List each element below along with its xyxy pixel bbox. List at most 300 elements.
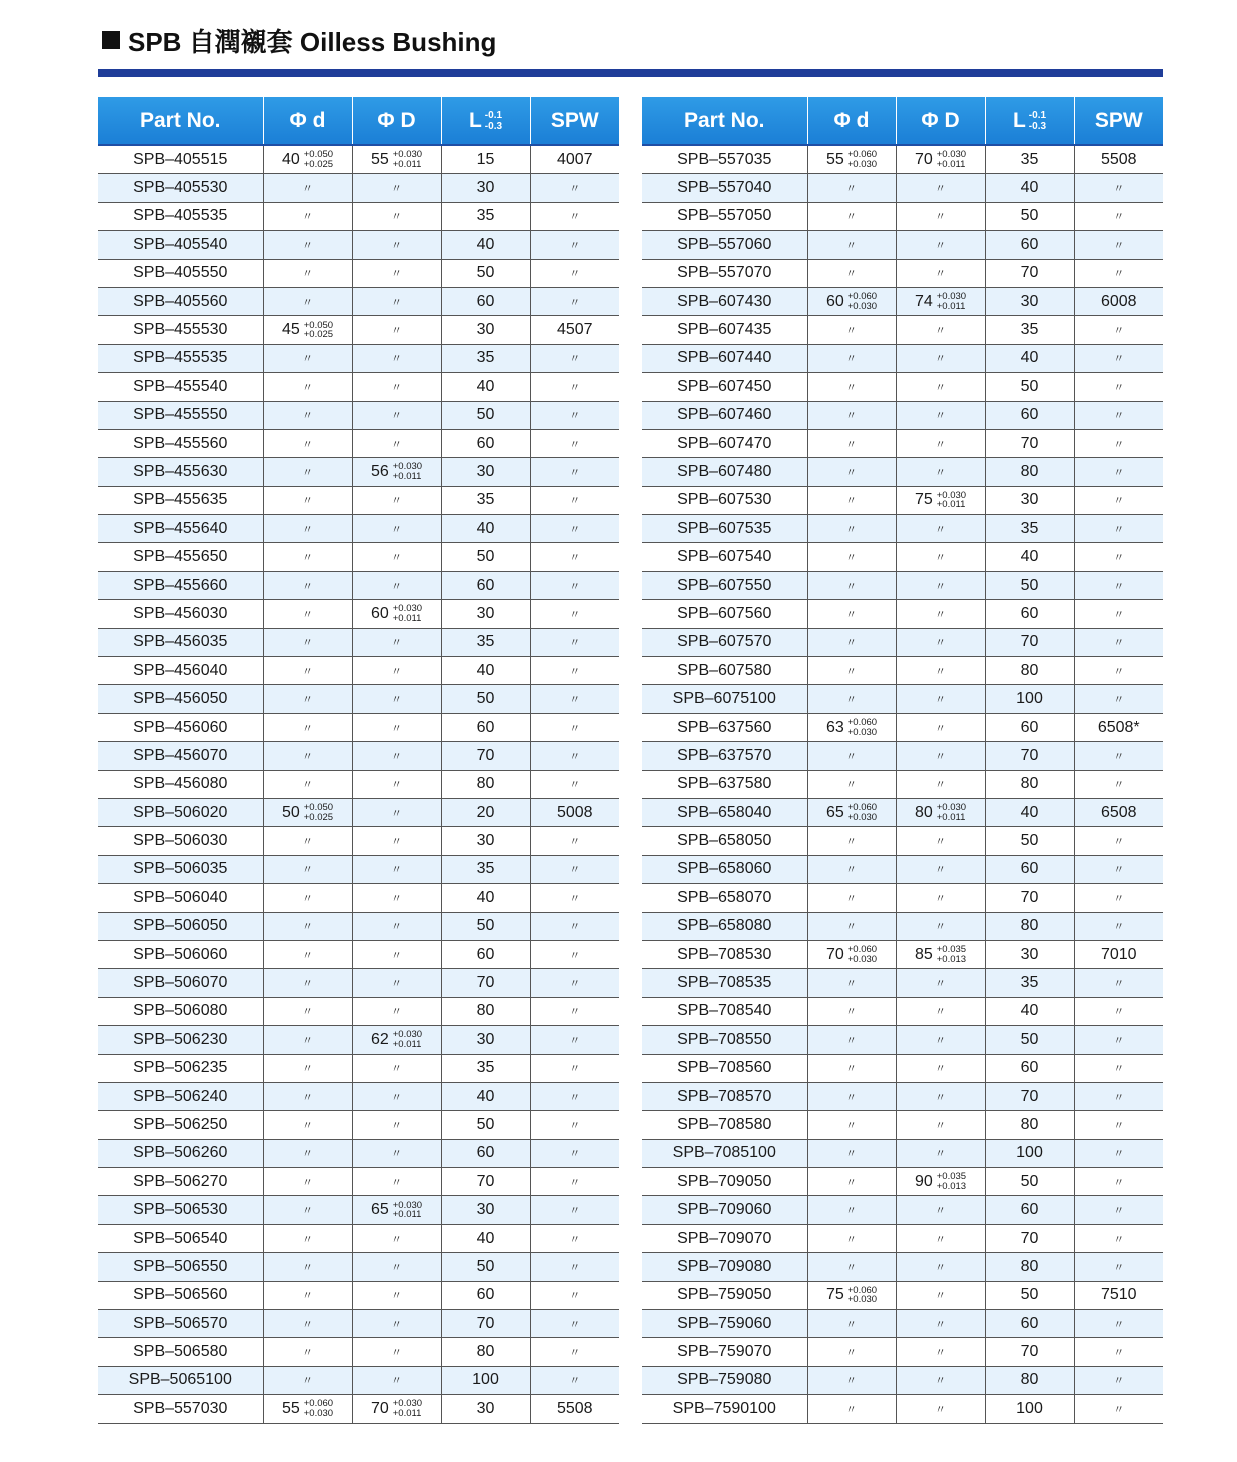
table-row [98, 231, 619, 259]
cell-spw [1074, 1111, 1163, 1139]
tolerance-upper: +0.060 [847, 717, 878, 728]
ditto-mark: 〃 [846, 381, 857, 394]
cell-spw [530, 259, 619, 287]
ditto-mark: 〃 [302, 722, 313, 735]
cell-inner-diameter [263, 713, 352, 741]
cell-spw [530, 884, 619, 912]
cell-length: 40 [441, 657, 530, 685]
ditto-mark: 〃 [302, 1347, 313, 1360]
ditto-mark: 〃 [1113, 325, 1125, 338]
ditto-mark: 〃 [935, 1290, 946, 1303]
cell-spw [1074, 202, 1163, 230]
cell-outer-diameter [896, 1253, 985, 1281]
cell-inner-diameter [263, 1196, 352, 1224]
cell-part-no: SPB–607550 [642, 571, 807, 599]
ditto-mark: 〃 [846, 1205, 857, 1218]
dimension-tolerance [937, 292, 966, 311]
cell-outer-diameter [896, 1366, 985, 1394]
ditto-mark: 〃 [569, 1063, 581, 1076]
table-row [98, 969, 619, 997]
table-row [642, 1168, 1163, 1196]
ditto-mark: 〃 [302, 211, 313, 224]
ditto-mark: 〃 [935, 325, 946, 338]
ditto-mark: 〃 [846, 580, 857, 593]
ditto-mark: 〃 [935, 211, 946, 224]
cell-outer-diameter [896, 1054, 985, 1082]
table-row [642, 997, 1163, 1025]
table-row [98, 940, 619, 968]
header-spw: SPW [530, 97, 619, 145]
ditto-mark: 〃 [846, 183, 857, 196]
ditto-mark: 〃 [1113, 1091, 1125, 1104]
ditto-mark: 〃 [302, 836, 313, 849]
ditto-mark: 〃 [935, 1233, 946, 1246]
tolerance-lower: +0.025 [303, 158, 334, 170]
table-row [98, 1026, 619, 1054]
cell-length: 50 [985, 827, 1074, 855]
dimension [826, 718, 877, 737]
cell-spw [1074, 1082, 1163, 1110]
cell-part-no: SPB–607450 [642, 373, 807, 401]
ditto-mark: 〃 [569, 722, 581, 735]
ditto-mark: 〃 [935, 637, 946, 650]
cell-spw [1074, 628, 1163, 656]
cell-outer-diameter [352, 969, 441, 997]
cell-inner-diameter [807, 713, 896, 741]
cell-spw [1074, 543, 1163, 571]
ditto-mark: 〃 [1113, 1233, 1125, 1246]
ditto-mark: 〃 [569, 694, 581, 707]
cell-outer-diameter [352, 543, 441, 571]
dimension [282, 1399, 333, 1418]
dimension-value: 65 [370, 1201, 389, 1219]
cell-part-no: SPB–709080 [642, 1253, 807, 1281]
cell-inner-diameter [807, 515, 896, 543]
cell-inner-diameter [263, 940, 352, 968]
ditto-mark: 〃 [302, 637, 313, 650]
ditto-mark: 〃 [1113, 978, 1125, 991]
ditto-mark: 〃 [846, 523, 857, 536]
tolerance-lower: +0.030 [847, 811, 878, 823]
ditto-mark: 〃 [391, 1375, 402, 1388]
tolerance-lower: +0.011 [936, 158, 966, 170]
table-row [642, 401, 1163, 429]
cell-part-no: SPB–637560 [642, 713, 807, 741]
cell-spw [530, 174, 619, 202]
table-row [642, 628, 1163, 656]
table-row [98, 1139, 619, 1167]
length-tol-upper: -0.1 [1028, 109, 1047, 121]
cell-part-no: SPB–506070 [98, 969, 263, 997]
cell-inner-diameter [807, 600, 896, 628]
cell-inner-diameter [807, 798, 896, 826]
cell-spw [530, 202, 619, 230]
tolerance-lower: +0.011 [392, 1407, 422, 1419]
table-row [98, 259, 619, 287]
tolerance-lower: +0.030 [847, 300, 878, 312]
tolerance-lower: +0.011 [936, 300, 966, 312]
cell-length: 40 [441, 1224, 530, 1252]
cell-length: 35 [441, 855, 530, 883]
cell-part-no: SPB–607530 [642, 486, 807, 514]
cell-outer-diameter [352, 827, 441, 855]
ditto-mark: 〃 [1113, 381, 1125, 394]
cell-inner-diameter [263, 855, 352, 883]
ditto-mark: 〃 [391, 1318, 402, 1331]
dimension [826, 292, 877, 311]
cell-inner-diameter [807, 401, 896, 429]
square-bullet-icon [102, 31, 120, 49]
cell-inner-diameter [263, 1310, 352, 1338]
cell-spw: 5508 [1074, 145, 1163, 174]
ditto-mark: 〃 [1113, 466, 1125, 479]
ditto-mark: 〃 [302, 410, 313, 423]
cell-inner-diameter [807, 1366, 896, 1394]
table-row [642, 202, 1163, 230]
dimension-value: 55 [825, 150, 844, 168]
cell-length: 70 [441, 1310, 530, 1338]
cell-length: 40 [441, 515, 530, 543]
cell-inner-diameter [263, 515, 352, 543]
cell-length: 30 [441, 316, 530, 344]
cell-spw: 7010 [1074, 940, 1163, 968]
header-part-no: Part No. [98, 97, 263, 145]
cell-length: 60 [441, 940, 530, 968]
cell-spw [530, 1168, 619, 1196]
cell-length: 30 [441, 1196, 530, 1224]
table-row [98, 1111, 619, 1139]
table-row [642, 1310, 1163, 1338]
cell-inner-diameter [807, 486, 896, 514]
ditto-mark: 〃 [569, 779, 581, 792]
dimension-tolerance [937, 150, 966, 169]
cell-part-no: SPB–506060 [98, 940, 263, 968]
ditto-mark: 〃 [935, 268, 946, 281]
cell-part-no: SPB–506080 [98, 997, 263, 1025]
dimension-tolerance [937, 491, 966, 510]
cell-inner-diameter [807, 657, 896, 685]
cell-spw [530, 742, 619, 770]
cell-length: 35 [985, 515, 1074, 543]
table-row [98, 657, 619, 685]
cell-outer-diameter [896, 713, 985, 741]
cell-length: 70 [985, 742, 1074, 770]
cell-part-no: SPB–658040 [642, 798, 807, 826]
table-row [98, 997, 619, 1025]
ditto-mark: 〃 [846, 1119, 857, 1132]
page-title-text: SPB 自潤襯套 Oilless Bushing [128, 26, 497, 57]
cell-outer-diameter [352, 884, 441, 912]
ditto-mark: 〃 [935, 978, 946, 991]
ditto-mark: 〃 [935, 694, 946, 707]
cell-outer-diameter [352, 1139, 441, 1167]
cell-inner-diameter [807, 940, 896, 968]
cell-spw [1074, 997, 1163, 1025]
cell-length: 60 [441, 713, 530, 741]
ditto-mark: 〃 [846, 239, 857, 252]
cell-length: 60 [985, 1054, 1074, 1082]
table-row [98, 429, 619, 457]
header-length-label: L [1012, 108, 1026, 132]
dimension-value: 60 [370, 604, 389, 622]
tolerance-upper: +0.050 [303, 802, 334, 814]
cell-outer-diameter [896, 259, 985, 287]
ditto-mark: 〃 [391, 722, 402, 735]
ditto-mark: 〃 [391, 921, 402, 934]
cell-outer-diameter [352, 515, 441, 543]
table-row [98, 742, 619, 770]
cell-length: 40 [985, 344, 1074, 372]
dimension-value: 60 [825, 292, 844, 310]
cell-length: 50 [441, 543, 530, 571]
dimension-value: 50 [281, 803, 300, 821]
cell-outer-diameter [352, 1224, 441, 1252]
dimension [915, 945, 966, 964]
table-row [98, 827, 619, 855]
cell-part-no: SPB–557040 [642, 174, 807, 202]
ditto-mark: 〃 [391, 750, 402, 763]
cell-inner-diameter [807, 1168, 896, 1196]
cell-length: 70 [985, 259, 1074, 287]
cell-spw [1074, 571, 1163, 599]
cell-spw [1074, 600, 1163, 628]
cell-inner-diameter [807, 429, 896, 457]
ditto-mark: 〃 [302, 864, 313, 877]
ditto-mark: 〃 [1113, 1006, 1125, 1019]
dimension [915, 803, 966, 822]
table-row [98, 486, 619, 514]
cell-inner-diameter [807, 259, 896, 287]
ditto-mark: 〃 [302, 381, 313, 394]
cell-spw [530, 543, 619, 571]
ditto-mark: 〃 [846, 211, 857, 224]
ditto-mark: 〃 [569, 1034, 581, 1047]
header-outer-diameter: Φ D [896, 97, 985, 145]
ditto-mark: 〃 [846, 779, 857, 792]
ditto-mark: 〃 [846, 1034, 857, 1047]
cell-inner-diameter [263, 1366, 352, 1394]
cell-length: 80 [985, 1366, 1074, 1394]
cell-part-no: SPB–6075100 [642, 685, 807, 713]
cell-outer-diameter [896, 287, 985, 315]
cell-inner-diameter [263, 770, 352, 798]
ditto-mark: 〃 [1113, 892, 1125, 905]
table-row [642, 1224, 1163, 1252]
cell-spw [530, 912, 619, 940]
cell-part-no: SPB–455530 [98, 316, 263, 344]
table-row [98, 515, 619, 543]
table-row [98, 458, 619, 486]
cell-outer-diameter [896, 798, 985, 826]
ditto-mark: 〃 [1113, 1063, 1125, 1076]
cell-part-no: SPB–708580 [642, 1111, 807, 1139]
tolerance-lower: +0.011 [392, 470, 422, 482]
ditto-mark: 〃 [935, 722, 946, 735]
cell-length: 40 [441, 884, 530, 912]
table-row [642, 1281, 1163, 1309]
cell-length: 80 [985, 657, 1074, 685]
cell-outer-diameter [352, 685, 441, 713]
cell-length: 100 [985, 685, 1074, 713]
cell-spw: 6508* [1074, 713, 1163, 741]
table-row [98, 713, 619, 741]
tolerance-upper: +0.030 [392, 1029, 423, 1041]
cell-outer-diameter [352, 770, 441, 798]
cell-outer-diameter [896, 401, 985, 429]
ditto-mark: 〃 [935, 1375, 946, 1388]
ditto-mark: 〃 [1113, 1403, 1125, 1416]
cell-length: 35 [441, 1054, 530, 1082]
table-row [98, 1395, 619, 1423]
cell-length: 35 [441, 202, 530, 230]
dimension [371, 150, 422, 169]
cell-outer-diameter [352, 429, 441, 457]
table-row [98, 202, 619, 230]
ditto-mark: 〃 [302, 353, 313, 366]
dimension-tolerance [304, 150, 333, 169]
ditto-mark: 〃 [302, 665, 313, 678]
ditto-mark: 〃 [935, 1148, 946, 1161]
cell-length: 50 [441, 685, 530, 713]
cell-inner-diameter [807, 1253, 896, 1281]
ditto-mark: 〃 [569, 353, 581, 366]
cell-spw [530, 1082, 619, 1110]
cell-outer-diameter [896, 884, 985, 912]
cell-outer-diameter [352, 1196, 441, 1224]
cell-inner-diameter [807, 827, 896, 855]
cell-inner-diameter [263, 231, 352, 259]
cell-part-no: SPB–455635 [98, 486, 263, 514]
ditto-mark: 〃 [935, 183, 946, 196]
ditto-mark: 〃 [569, 637, 581, 650]
cell-inner-diameter [263, 827, 352, 855]
length-tol-lower: -0.3 [484, 120, 503, 132]
ditto-mark: 〃 [935, 1063, 946, 1076]
cell-spw [530, 940, 619, 968]
ditto-mark: 〃 [302, 694, 313, 707]
ditto-mark: 〃 [846, 1148, 857, 1161]
table-row [642, 287, 1163, 315]
tolerance-lower: +0.030 [847, 726, 878, 738]
cell-length: 40 [985, 543, 1074, 571]
cell-part-no: SPB–709070 [642, 1224, 807, 1252]
cell-part-no: SPB–506580 [98, 1338, 263, 1366]
cell-spw [1074, 174, 1163, 202]
cell-spw [530, 1054, 619, 1082]
ditto-mark: 〃 [569, 466, 581, 479]
cell-outer-diameter [352, 259, 441, 287]
cell-spw [530, 1281, 619, 1309]
cell-outer-diameter [896, 1338, 985, 1366]
title-divider [98, 69, 1163, 77]
ditto-mark: 〃 [569, 268, 581, 281]
table-row [98, 1338, 619, 1366]
ditto-mark: 〃 [302, 1006, 313, 1019]
ditto-mark: 〃 [302, 978, 313, 991]
cell-length: 70 [441, 969, 530, 997]
cell-spw [1074, 855, 1163, 883]
cell-length: 60 [441, 1281, 530, 1309]
table-row [642, 231, 1163, 259]
tolerance-upper: +0.060 [847, 149, 878, 161]
cell-spw [530, 969, 619, 997]
cell-outer-diameter [896, 969, 985, 997]
cell-inner-diameter [807, 1395, 896, 1423]
cell-outer-diameter [352, 600, 441, 628]
cell-part-no: SPB–405530 [98, 174, 263, 202]
ditto-mark: 〃 [935, 1006, 946, 1019]
ditto-mark: 〃 [569, 410, 581, 423]
table-row [98, 401, 619, 429]
dimension-tolerance [393, 604, 422, 623]
dimension-value: 65 [825, 803, 844, 821]
dimension-value: 63 [825, 718, 844, 736]
table-row [642, 600, 1163, 628]
cell-spw [1074, 486, 1163, 514]
cell-outer-diameter [352, 798, 441, 826]
cell-inner-diameter [807, 1111, 896, 1139]
cell-part-no: SPB–658080 [642, 912, 807, 940]
cell-length: 50 [985, 1281, 1074, 1309]
ditto-mark: 〃 [935, 750, 946, 763]
table-row [642, 571, 1163, 599]
tolerance-lower: +0.030 [847, 953, 878, 965]
cell-spw [530, 1366, 619, 1394]
cell-outer-diameter [896, 174, 985, 202]
ditto-mark: 〃 [569, 750, 581, 763]
tolerance-upper: +0.030 [392, 1398, 423, 1410]
dimension-tolerance [937, 803, 966, 822]
dimension [371, 1030, 422, 1049]
cell-spw [1074, 401, 1163, 429]
cell-part-no: SPB–455550 [98, 401, 263, 429]
ditto-mark: 〃 [569, 949, 581, 962]
cell-part-no: SPB–506040 [98, 884, 263, 912]
table-header [98, 97, 619, 145]
cell-inner-diameter [807, 373, 896, 401]
table-body [642, 145, 1163, 1423]
ditto-mark: 〃 [1113, 779, 1125, 792]
ditto-mark: 〃 [569, 836, 581, 849]
cell-outer-diameter [352, 231, 441, 259]
cell-part-no: SPB–658060 [642, 855, 807, 883]
ditto-mark: 〃 [846, 694, 857, 707]
ditto-mark: 〃 [846, 410, 857, 423]
ditto-mark: 〃 [302, 580, 313, 593]
ditto-mark: 〃 [391, 268, 402, 281]
ditto-mark: 〃 [569, 1290, 581, 1303]
ditto-mark: 〃 [935, 523, 946, 536]
ditto-mark: 〃 [846, 1091, 857, 1104]
tolerance-lower: +0.030 [847, 158, 878, 170]
cell-spw [1074, 1196, 1163, 1224]
cell-part-no: SPB–7085100 [642, 1139, 807, 1167]
cell-part-no: SPB–456080 [98, 770, 263, 798]
cell-length: 30 [441, 600, 530, 628]
tolerance-upper: +0.030 [392, 1199, 423, 1211]
tolerance-upper: +0.030 [392, 461, 423, 473]
ditto-mark: 〃 [302, 949, 313, 962]
ditto-mark: 〃 [391, 1063, 402, 1076]
ditto-mark: 〃 [391, 892, 402, 905]
cell-spw [530, 685, 619, 713]
cell-inner-diameter [807, 1026, 896, 1054]
header-length-label: L [468, 108, 482, 132]
cell-length: 50 [441, 912, 530, 940]
ditto-mark: 〃 [935, 864, 946, 877]
ditto-mark: 〃 [302, 1261, 313, 1274]
cell-outer-diameter [896, 202, 985, 230]
